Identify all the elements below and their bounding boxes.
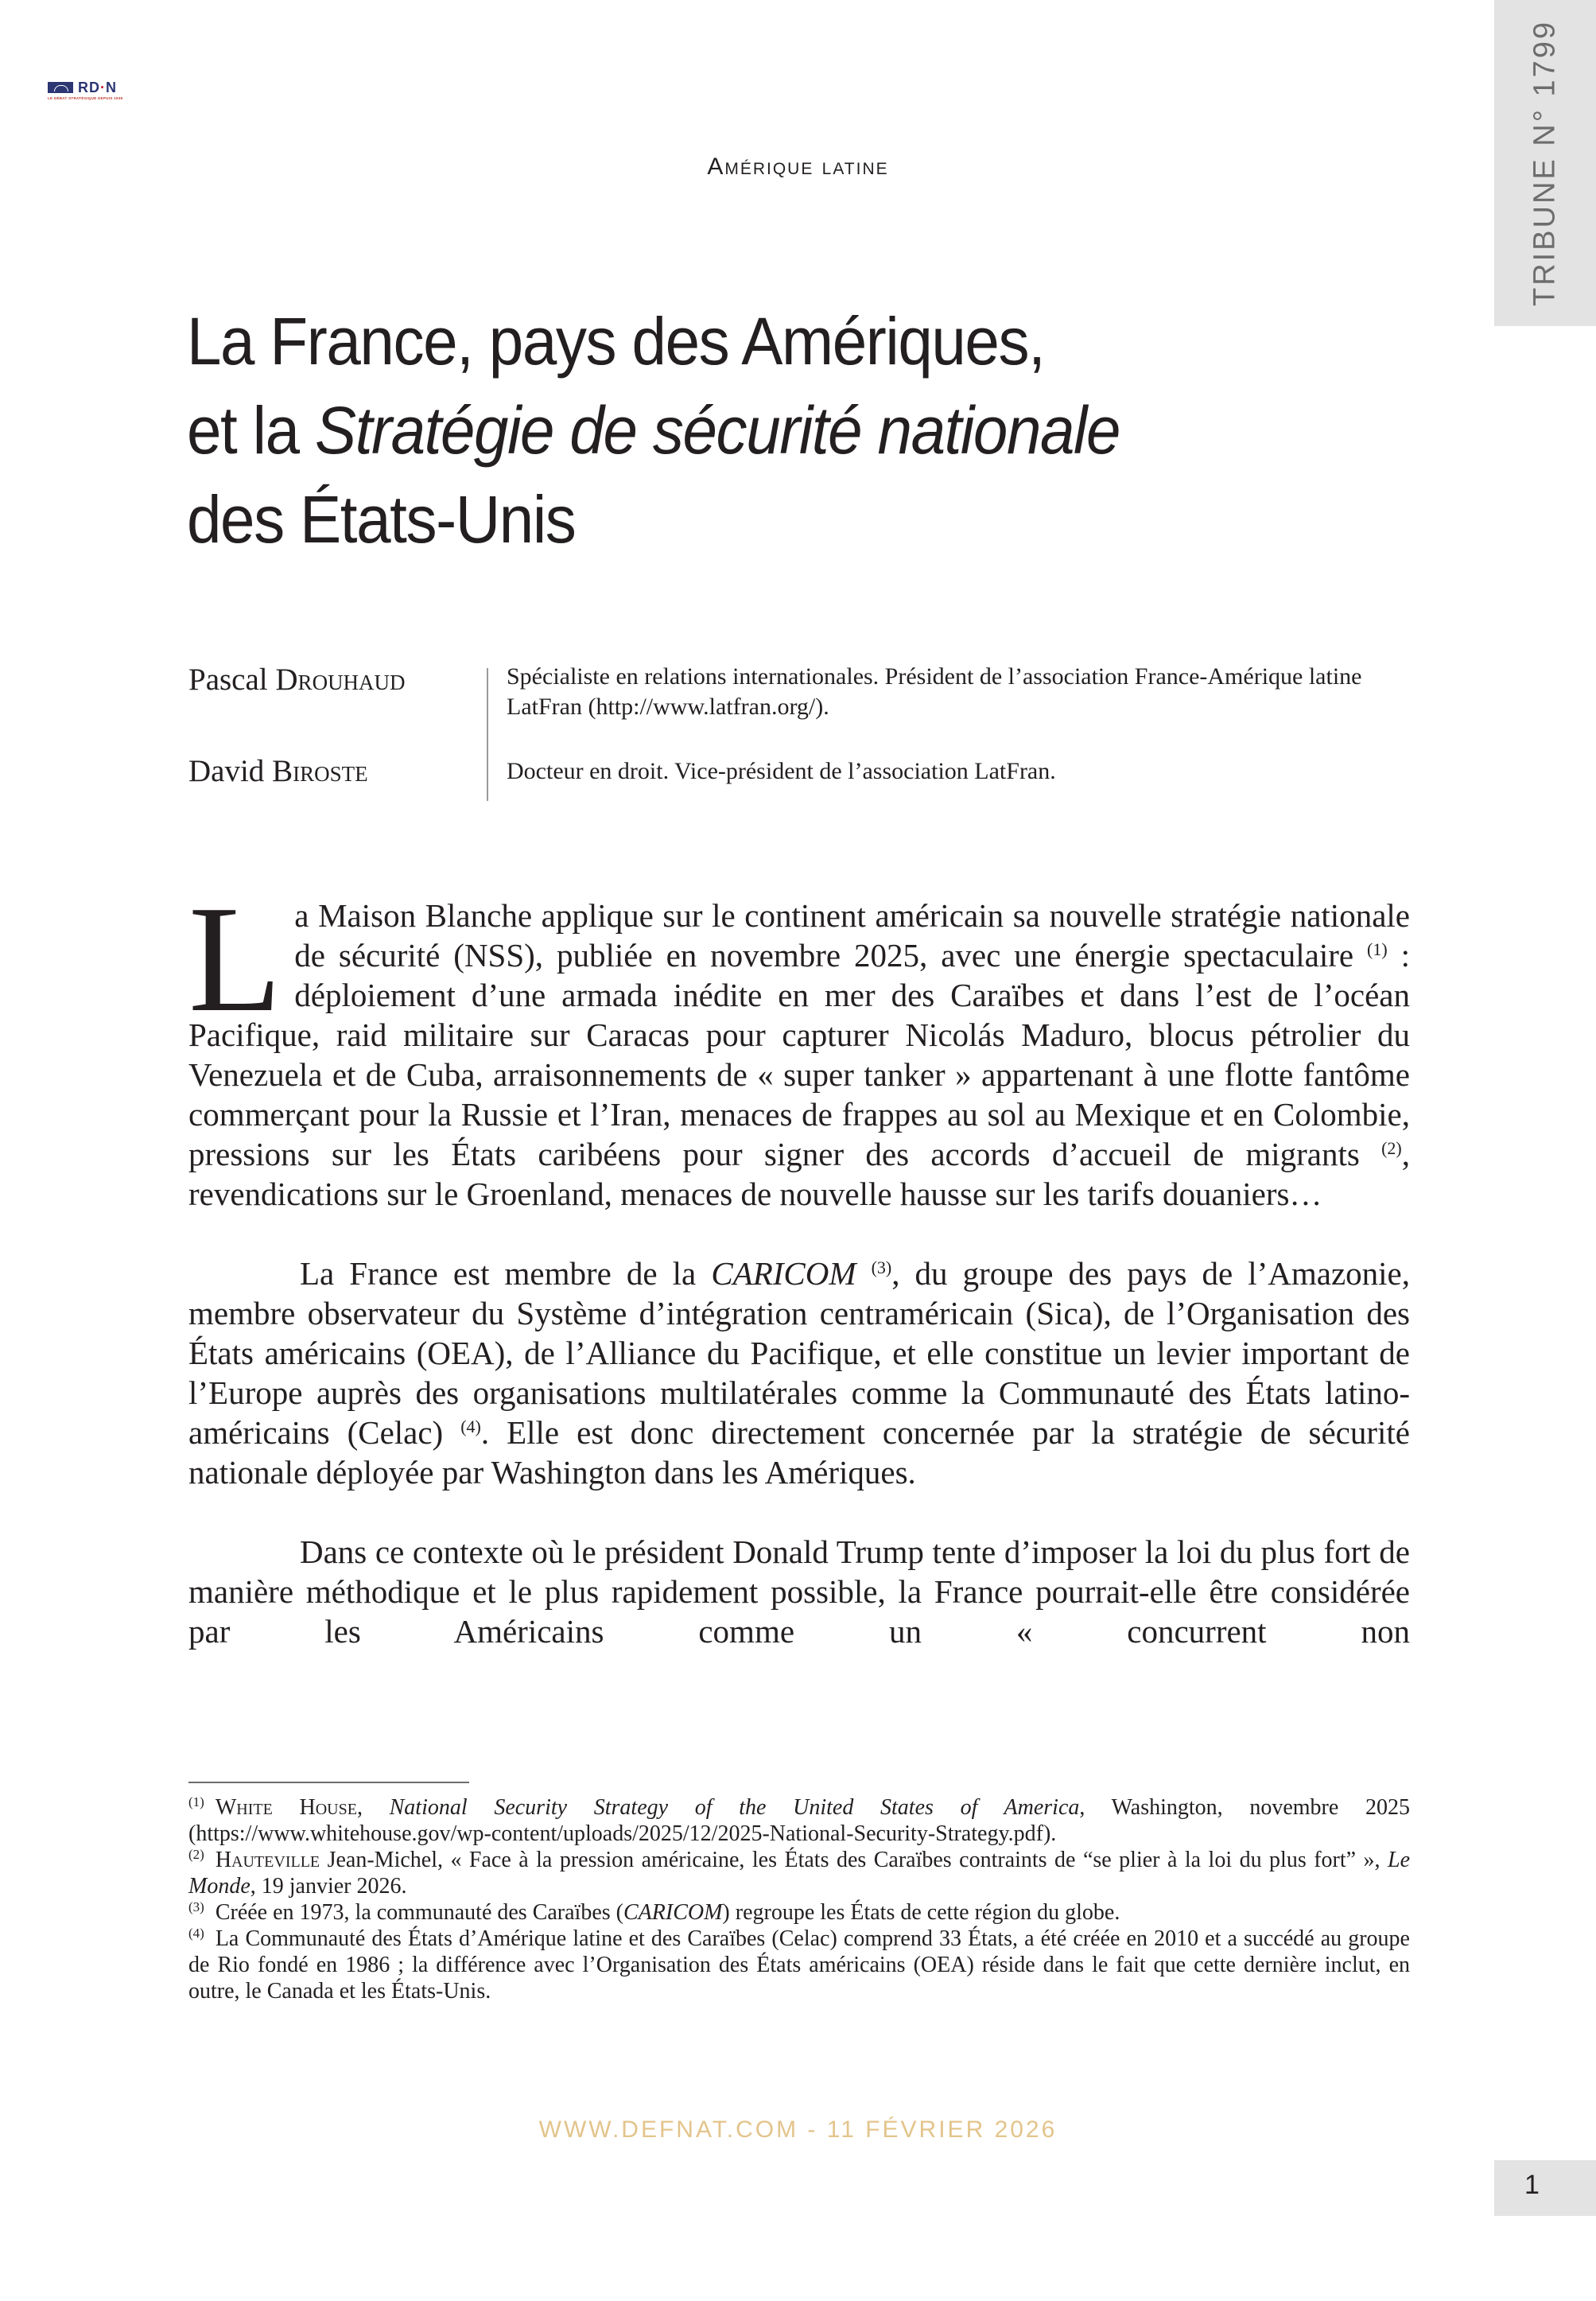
paragraph-text: , revendications sur le Groenland, menaces de nouvelle hausse sur les tarifs douaniers… [188,1136,1410,1212]
author-first-name: David [188,754,265,788]
page-number: 1 [1524,2170,1540,2200]
author-name [188,753,487,790]
logo-letters-left: RD [78,80,100,95]
paragraph-2 [188,1254,1410,1492]
footnote-title-italic: National Security Strategy of the United States of America [389,1795,1080,1820]
logo-tagline: LE DÉBAT STRATÉGIQUE DEPUIS 1939 [48,96,123,100]
footnote-number: (3) [188,1899,204,1914]
author-last-name: Drouhaud [275,663,406,697]
footer-website-date[interactable]: WWW.DEFNAT.COM - 11 FÉVRIER 2026 [538,2116,1058,2143]
paragraph-text: a Maison Blanche applique sur le continent américain sa nouvelle stratégie nationale de sécurité (NSS), publiée en novembre 2025, avec une énergie spectaculaire [294,897,1410,974]
footnote-separator [188,1782,469,1783]
paragraph-text: Dans ce contexte où le président Donald Trump tente d’imposer la loi du plus fort de manière méthodique et le plus rapidement possible, la France pourrait-elle être considérée par les Américains comme un « concurrent non [188,1533,1410,1650]
author-divider [487,668,488,756]
footnote-4 [188,1926,1410,2004]
footnotes [188,1794,1410,2004]
paragraph-1 [188,874,1410,1214]
footnote-text: , [356,1795,390,1820]
footnote-author: White House [215,1795,357,1820]
author-row [188,753,1413,801]
author-last-name: Biroste [272,754,368,788]
author-first-name: Pascal [188,663,268,697]
rdn-logo-letters [78,80,117,96]
footnote-ref-4[interactable]: (4) [460,1417,481,1436]
footnote-text: , 19 janvier 2026. [250,1874,407,1899]
footnote-1 [188,1794,1410,1847]
title-line-2 [187,386,1341,475]
section-kicker: Amérique latine [707,154,889,180]
footnote-ref-2[interactable]: (2) [1381,1138,1402,1158]
footnote-text: Jean-Michel, « Face à la pression américaine, les États des Caraïbes contraints de “se plier à la loi du plus fort” », [320,1848,1388,1872]
author-divider [487,753,488,801]
article-title [187,297,1341,564]
paragraph-text: : déploiement d’une armada inédite en mer des Caraïbes et dans l’est de l’océan Pacifique, raid militaire sur Caracas pour capturer Nicolás Maduro, blocus pétrolier du Venezuela et de Cuba, arraisonnements de « super tanker » appartenant à une flotte fantôme commerçant pour la Russie et l’Iran, menaces de frappes au sol au Mexique et en Colombie, pressions sur les États caribéens pour signer des accords d’accueil de migrants [188,937,1410,1172]
title-line-2-italic: Stratégie de sécurité nationale [314,393,1120,468]
authors-block [188,662,1413,801]
caricom-italic: CARICOM [711,1255,856,1292]
footnote-3 [188,1899,1410,1926]
footnote-title-italic: Le Monde [188,1848,1410,1899]
footnote-text: La Communauté des États d’Amérique latine et des Caraïbes (Celac) comprend 33 États, a été créée en 2010 et a succédé au groupe de Rio fondé en 1986 ; la différence avec l’Organisation des États américains (OEA) réside dans le fait que cette dernière inclut, en outre, le Canada et les États-Unis. [188,1926,1410,2004]
footnote-author: Hauteville [215,1848,320,1872]
logo-red-dot: · [100,80,106,95]
author-bio: Docteur en droit. Vice-président de l’association LatFran. [507,758,1056,784]
footnote-2 [188,1847,1410,1899]
footnote-ref-3[interactable]: (3) [871,1257,892,1277]
footnote-number: (4) [188,1926,204,1941]
author-row [188,662,1413,753]
drop-cap: L [188,874,282,1044]
paragraph-text: La France est membre de la [300,1255,712,1292]
title-line-3: des États-Unis [187,482,576,557]
footnote-ref-1[interactable]: (1) [1367,939,1388,959]
footnote-number: (2) [188,1847,204,1862]
paragraph-text: . Elle est donc directement concernée par la stratégie de sécurité nationale déployée par Washington dans les Amériques. [188,1414,1410,1491]
article-body [188,874,1411,1691]
author-name [188,662,487,698]
page-number-box [1494,2160,1596,2216]
rdn-logo [48,82,143,106]
title-line-1: La France, pays des Amériques, [187,304,1045,379]
tribune-number-label: TRIBUNE N° 1799 [1528,19,1562,307]
footnote-text: Créée en 1973, la communauté des Caraïbes ( [215,1900,623,1925]
rdn-building-emblem-icon [48,82,73,93]
title-line-2-prefix: et la [187,393,315,468]
paragraph-3 [188,1532,1410,1651]
footnote-text: ) regroupe les États de cette région du globe. [722,1900,1120,1925]
paragraph-text: , du groupe des pays de l’Amazonie, membre observateur du Système d’intégration centraméricain (Sica), de l’Organisation des États américains (OEA), de l’Alliance du Pacifique, et elle constitue un levier important de l’Europe auprès des organisations multilatérales comme la Communauté des États latino-américains (Celac) [188,1255,1411,1451]
footnote-text: , Washington, novembre 2025 (https://www.whitehouse.gov/wp-content/uploads/2025/12/2025-National-Security-Strategy.pdf). [188,1795,1410,1846]
footnote-italic: CARICOM [623,1900,723,1925]
author-bio: Spécialiste en relations internationales. Président de l’association France-Amérique latine LatFran (http://www.latfran.org/). [507,663,1362,720]
footnote-number: (1) [188,1794,204,1809]
logo-letters-right: N [106,80,117,95]
